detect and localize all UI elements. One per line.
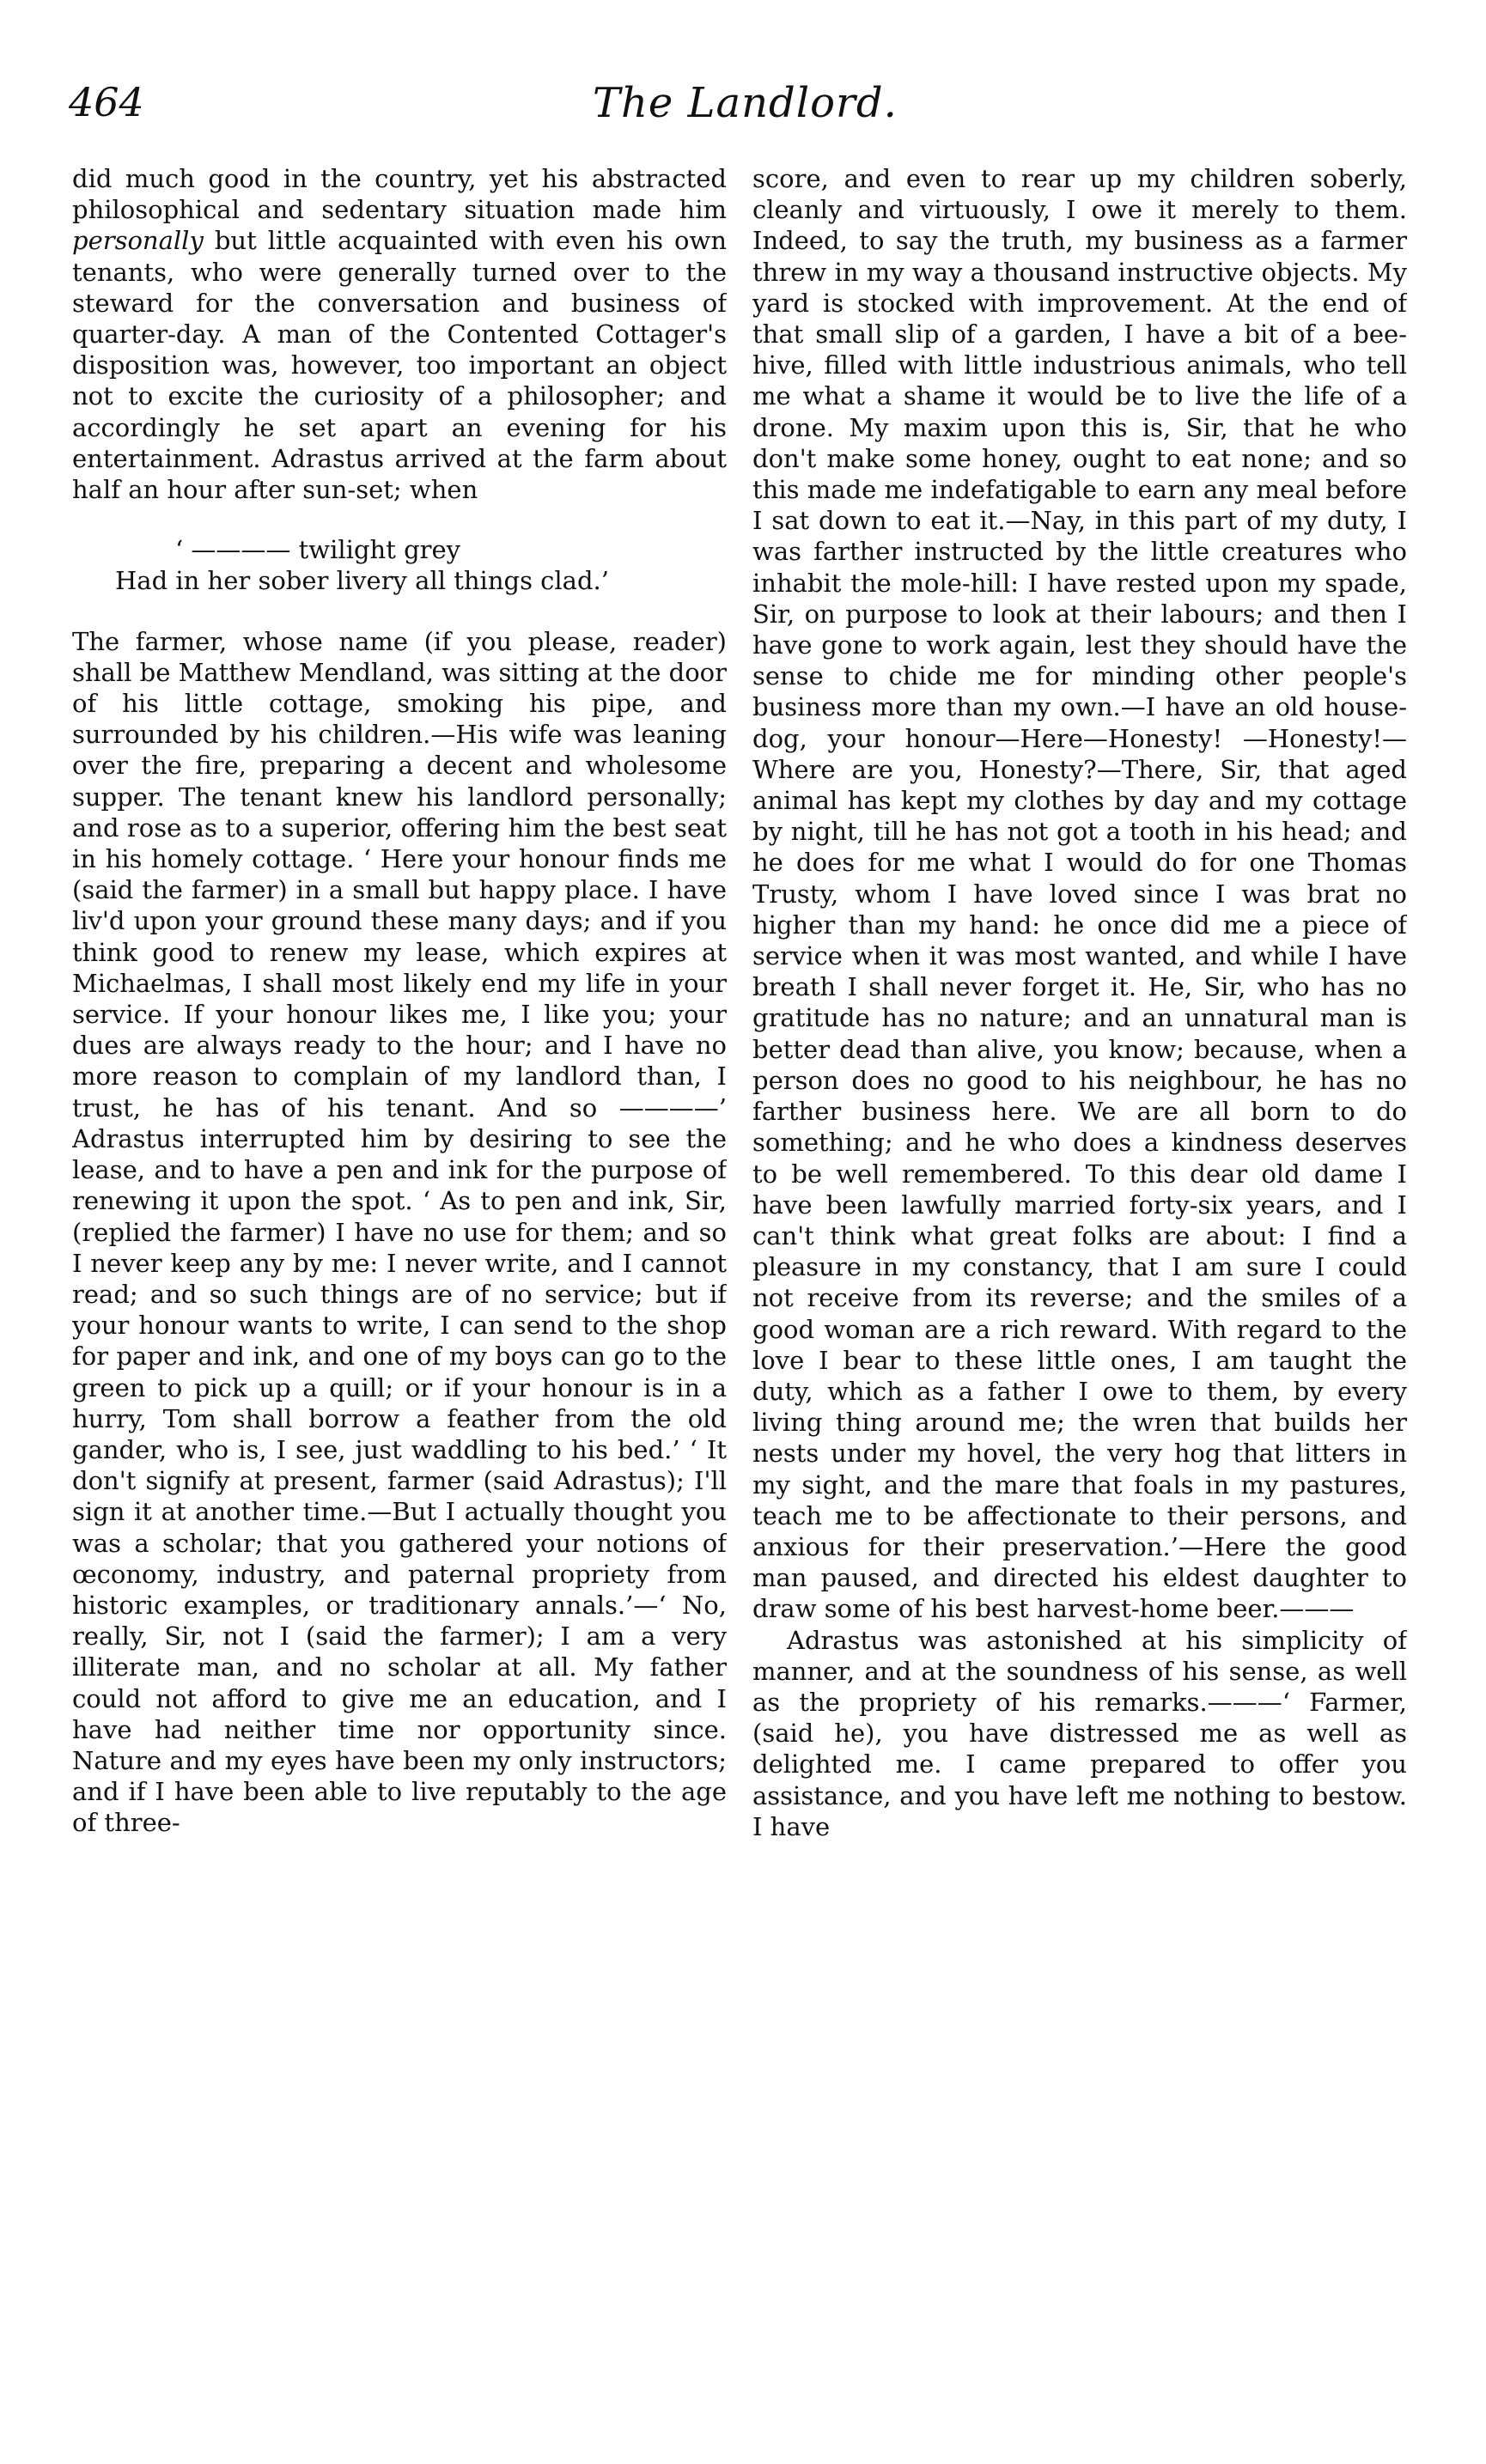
left-paragraph-2: The farmer, whose name (if you please, reader) shall be Matthew Mendland, was sitting at the door of his little cottage, smoking his pipe, and surrounded by his children.—His wife was leaning over the fire, preparing a decent and wholesome supper. The tenant knew his landlord personally; and rose as to a superior, offering him the best seat in his homely cottage. ‘ Here your honour finds me (said the farmer) in a small but happy place. I have liv'd upon your ground these many days; and if you think good to renew my lease, which expires at Michaelmas, I shall most likely end my life in your service. If your honour likes me, I like you; your dues are always ready to the hour; and I have no more reason to complain of my landlord than, I trust, he has of his tenant. And so ————’ Adrastus interrupted him by desiring to see the lease, and to have a pen and ink for the purpose of renewing it upon the spot. ‘ As to pen and ink, Sir, (replied the farmer) I have no use for them; and so I never keep any by me: I never write, and I cannot read; and so such things are of no service; but if your honour wants to write, I can send to the shop for paper and ink, and one of my boys can go to the green to pick up a quill; or if your honour is in a hurry, Tom shall borrow a feather from the old gander, who is, I see, just waddling to his bed.’ ‘ It don't signify at present, farmer (said Adrastus); I'll sign it at another time.—But I actually thought you was a scholar; that you gathered your notions of œconomy, industry, and paternal propriety from historic examples, or traditionary annals.’—‘ No, really, Sir, not I (said the farmer); I am a very illiterate man, and no scholar at all. My father could not afford to give me an education, and I have had neither time nor opportunity since. Nature and my eyes have been my only instructors; and if I have been able to live reputably to the age of three-: [72, 626, 727, 1838]
running-title: The Landlord.: [593, 79, 898, 127]
left-paragraph-1-italic: personally: [72, 226, 204, 256]
page-header: [69, 79, 1434, 139]
right-paragraph-2: Adrastus was astonished at his simplicity of manner, and at the soundness of his sense, as well as the propriety of his remarks.———‘ Farmer, (said he), you have distressed me as well as delighted me. I came prepared to offer you assistance, and you have left me nothing to bestow. I have: [752, 1625, 1407, 1841]
left-paragraph-1: [72, 163, 727, 505]
right-column: [752, 163, 1407, 2396]
page-number: 464: [69, 79, 144, 125]
right-paragraph-1: score, and even to rear up my children soberly, cleanly and virtuously, I owe it merely to them. Indeed, to say the truth, my business as a farmer threw in my way a thousand instructive objects. My yard is stocked with improvement. At the end of that small slip of a garden, I have a bit of a bee-hive, filled with little industrious animals, who tell me what a shame it would be to live the life of a drone. My maxim upon this is, Sir, that he who don't make some honey, ought to eat none; and so this made me indefatigable to earn any meal before I sat down to eat it.—Nay, in this part of my duty, I was farther instructed by the little creatures who inhabit the mole-hill: I have rested upon my spade, Sir, on purpose to look at their labours; and then I have gone to work again, lest they should have the sense to chide me for minding other people's business more than my own.—I have an old house-dog, your honour—Here—Honesty! —Honesty!—Where are you, Honesty?—There, Sir, that aged animal has kept my clothes by day and my cottage by night, till he has not got a tooth in his head; and he does for me what I would do for one Thomas Trusty, whom I have loved since I was brat no higher than my hand: he once did me a piece of service when it was most wanted, and while I have breath I shall never forget it. He, Sir, who has no gratitude has no nature; and an unnatural man is better dead than alive, you know; because, when a person does no good to his neighbour, he has no farther business here. We are all born to do something; and he who does a kindness deserves to be well remembered. To this dear old dame I have been lawfully married forty-six years, and I can't think what great folks are about: I find a pleasure in my constancy, that I am sure I could not receive from its reverse; and the smiles of a good woman are a rich reward. With regard to the love I bear to these little ones, I am taught the duty, which as a father I owe to them, by every living thing around me; the wren that builds her nests under my hovel, the very hog that litters in my sight, and the mare that foals in my pastures, teach me to be affectionate to their persons, and anxious for their preservation.’—Here the good man paused, and directed his eldest daughter to draw some of his best harvest-home beer.———: [752, 164, 1407, 1624]
verse-quote-line-1: ‘ ———— twilight grey: [175, 535, 461, 565]
verse-quote-line-2: Had in her sober livery all things clad.’: [115, 566, 609, 596]
left-paragraph-1-rest: but little acquainted with even his own tenants, who were generally turned over to the steward for the conversation and business of quarter-day. A man of the Contented Cottager's disposition was, however, too important an object not to excite the curiosity of a philosopher; and accordingly he set apart an evening for his entertainment. Adrastus arrived at the farm about half an hour after sun-set; when: [72, 226, 727, 505]
left-column: [72, 163, 727, 2396]
left-paragraph-1-start: did much good in the country, yet his abstracted philosophical and sedentary situation made him: [72, 164, 727, 225]
